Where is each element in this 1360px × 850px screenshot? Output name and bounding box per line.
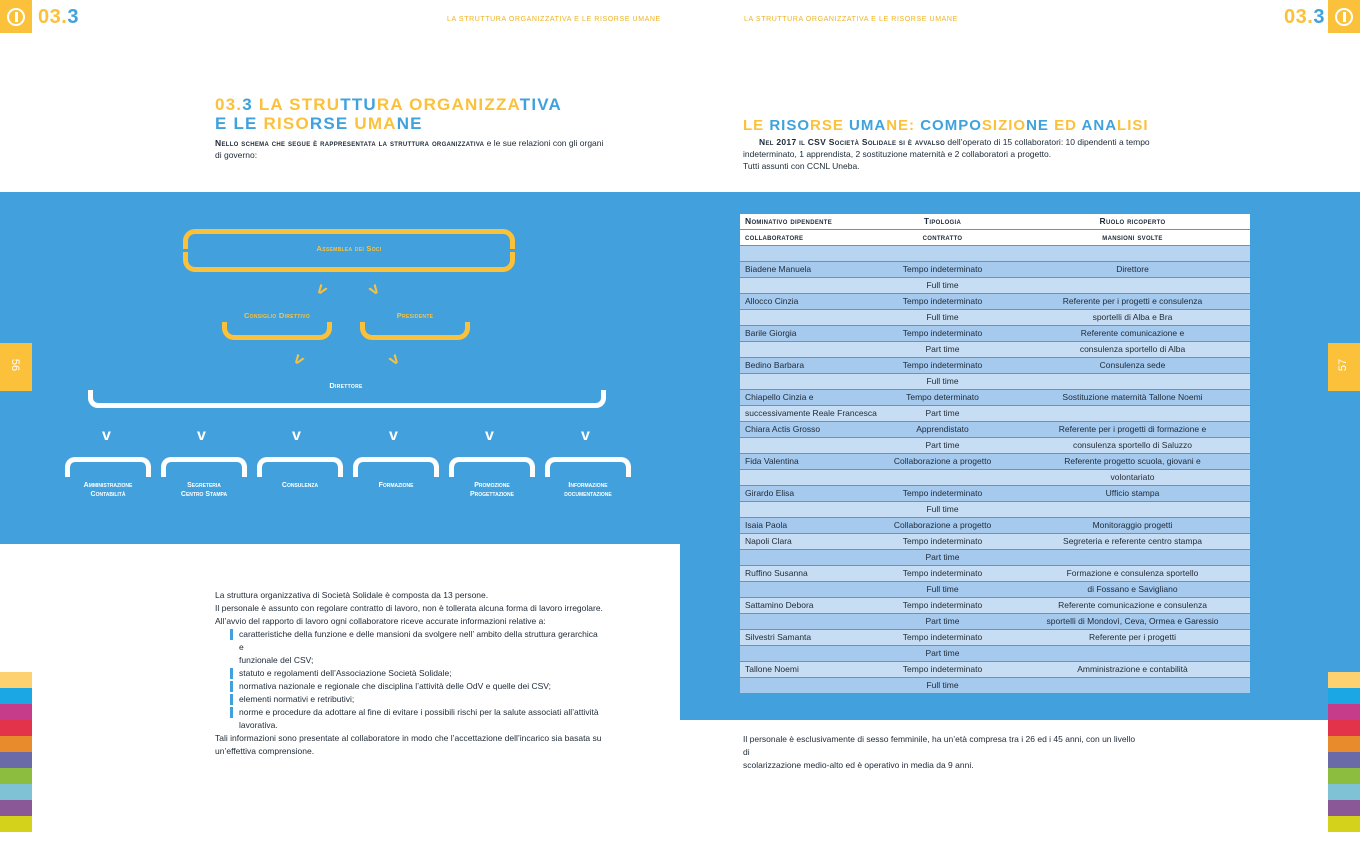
table-cell: Tempo indeterminato [902,536,983,546]
table-row [740,662,1250,678]
table-cell: Tempo indeterminato [902,632,983,642]
info-badge-left [0,0,32,33]
assembly-label: Assemblea dei Soci [316,244,382,253]
dept-bracket [65,457,151,477]
running-head-left: LA STRUTTURA ORGANIZZATIVA E LE RISORSE UMANE [447,16,661,23]
director-label: Direttore [329,381,363,390]
table-row [740,374,1250,390]
table-cell: sportelli di Alba e Bra [1092,312,1173,322]
table-cell: Full time [926,584,959,594]
table-cell: Napoli Clara [745,536,792,546]
table-row [740,406,1250,422]
table-row [740,326,1250,342]
table-row [740,278,1250,294]
table-cell: Fida Valentina [745,456,799,466]
table-cell: consulenza sportello di Alba [1079,344,1186,354]
chevron-down-icon: v [313,280,331,300]
table-cell: di Fossano e Savigliano [1087,584,1178,594]
table-cell: Girardo Elisa [745,488,795,498]
chevron-down-icon: v [102,427,111,444]
table-cell: Consulenza sede [1099,360,1166,370]
table-row [740,534,1250,550]
board-label: Consiglio Direttivo [243,311,311,320]
table-cell: Referente comunicazione e [1080,328,1185,338]
table-row [740,518,1250,534]
table-row [740,310,1250,326]
table-cell: Referente per i progetti [1089,632,1176,642]
table-row [740,294,1250,310]
table-cell: Full time [926,680,959,690]
dept-bracket [257,457,343,477]
table-cell: Collaborazione a progetto [893,520,992,530]
table-cell: Biadene Manuela [745,264,812,274]
table-cell: Chiapello Cinzia e [745,392,814,402]
dept-bracket [449,457,535,477]
closing-text-left: Tali informazioni sono presentate al collaboratore in modo che l’accettazione dell’incarico sia basata su un’effettiva comprensione. [215,733,602,756]
dept-informazione: Informazione documentazione [564,482,612,498]
staff-table [740,214,1250,694]
page-title-right: LE RISORSE UMANE: COMPOSIZIONE ED ANALISI [743,117,1149,134]
dept-formazione: Formazione [378,482,414,489]
table-cell: Part time [925,408,960,418]
table-cell: Sostituzione maternità Tallone Noemi [1062,392,1203,402]
table-cell: Tempo indeterminato [902,360,983,370]
table-cell: Collaborazione a progetto [893,456,992,466]
chevron-down-icon: v [292,427,301,444]
table-row [740,630,1250,646]
list-item: caratteristiche della funzione e delle mansioni da svolgere nell’ ambito della struttura gerarchica e funzionale del CSV; [230,628,600,667]
table-cell: Formazione e consulenza sportello [1066,568,1199,578]
list-item: norme e procedure da adottare al fine di evitare i possibili rischi per la salute associati all’attività lavorativa. [230,706,600,732]
table-cell: Amministrazione e contabilità [1077,664,1188,674]
table-cell: Tallone Noemi [745,664,799,674]
table-cell: Monitoraggio progetti [1092,520,1173,530]
intro-text-left: Nello schema che segue è rappresentata la struttura organizzativa e le sue relazioni con gli organi di governo: [215,138,604,160]
table-cell: Isaia Paola [745,520,788,530]
table-cell: successivamente Reale Francesca [745,408,877,418]
table-row [740,614,1250,630]
body-text-left: La struttura organizzativa di Società Solidale è composta da 13 persone. Il personale è assunto con regolare contratto di lavoro, non è tollerata alcuna forma di lavoro irregolare. All’avvio del rapporto di lavoro ogni collaboratore riceve accurate informazioni relative a: [215,590,603,626]
list-item: normativa nazionale e regionale che disciplina l’attività delle OdV e quelle dei CSV; [230,680,600,693]
chevron-down-icon: v [365,280,383,300]
president-label: Presidente [396,311,434,320]
section-number-left: 03.3 [38,6,79,28]
table-cell: Part time [925,648,960,658]
table-cell: Barile Giorgia [745,328,797,338]
table-cell: Tempo indeterminato [902,568,983,578]
table-row [740,342,1250,358]
table-cell: Ufficio stampa [1105,488,1160,498]
chevron-down-icon: v [197,427,206,444]
intro-text-right: Nel 2017 il CSV Società Solidale si è avvalso dell’operato di 15 collaboratori: 10 dipendenti a tempo indeterminato, 1 apprendista, 2 sostituzione maternità e 2 collaboratori a progetto. Tutti assunti con CCNL Uneba. [743,137,1150,171]
board-bracket [222,322,332,340]
table-row [740,470,1250,486]
table-row [740,550,1250,566]
dept-promozione: Promozione Progettazione [469,482,515,498]
table-cell: Full time [926,312,959,322]
table-cell: Tempo determinato [906,392,979,402]
director-bracket [88,390,606,408]
table-cell: Full time [926,280,959,290]
table-cell: Tempo indeterminato [902,296,983,306]
dept-segreteria: Segreteria Centro Stampa [180,482,228,498]
table-cell: Part time [925,552,960,562]
table-header-row: collaboratore contratto mansioni svolte [740,230,1250,246]
table-row [740,454,1250,470]
chevron-down-icon: v [581,427,590,444]
table-body [740,262,1250,694]
table-cell: Bedino Barbara [745,360,805,370]
table-cell: consulenza sportello di Saluzzo [1072,440,1193,450]
table-row [740,566,1250,582]
table-cell: Chiara Actis Grosso [745,424,821,434]
president-bracket [360,322,470,340]
table-cell: Referente comunicazione e consulenza [1058,600,1207,610]
table-spacer-row [740,246,1250,262]
table-cell: Part time [925,344,960,354]
info-badge-right [1328,0,1360,33]
table-row [740,422,1250,438]
table-cell: Referente progetto scuola, giovani e [1064,456,1201,466]
table-cell: Part time [925,616,960,626]
closing-text-right: Il personale è esclusivamente di sesso femminile, ha un’età compresa tra i 26 ed i 45 anni, con un livello di scolarizzazione medio-alto ed è operativo in media da 9 anni. [743,734,1136,770]
table-cell: Full time [926,376,959,386]
table-row [740,582,1250,598]
dept-bracket [353,457,439,477]
table-row [740,502,1250,518]
chevron-down-icon: v [385,350,403,370]
table-row [740,262,1250,278]
table-row [740,678,1250,694]
page-number-left: 56 [0,343,32,391]
running-head-right: LA STRUTTURA ORGANIZZATIVA E LE RISORSE UMANE [744,16,958,23]
table-cell: Apprendistato [916,424,969,434]
table-cell: volontariato [1110,472,1155,482]
dept-bracket [545,457,631,477]
dept-amministrazione: Amministrazione Contabilità [83,482,133,498]
table-row [740,358,1250,374]
bullet-list [230,628,600,732]
chevron-down-icon: v [389,427,398,444]
chevron-down-icon: v [290,350,308,370]
table-cell: Allocco Cinzia [745,296,799,306]
table-row [740,486,1250,502]
table-cell: Referente per i progetti e consulenza [1062,296,1203,306]
table-cell: Tempo indeterminato [902,488,983,498]
dept-bracket [161,457,247,477]
page-number-right: 57 [1328,343,1360,391]
list-item: statuto e regolamenti dell’Associazione Società Solidale; [230,667,600,680]
table-cell: Tempo indeterminato [902,664,983,674]
table-cell: Silvestri Samanta [745,632,812,642]
table-cell: Ruffino Susanna [745,568,808,578]
table-row [740,646,1250,662]
section-number-right: 03.3 [1284,6,1325,28]
table-cell: Tempo indeterminato [902,600,983,610]
table-cell: Segreteria e referente centro stampa [1063,536,1202,546]
page-title-left: 03.3 LA STRUTTURA ORGANIZZATIVA E LE RISORSE UMANE [215,95,563,133]
table-row [740,390,1250,406]
table-cell: sportelli di Mondovì, Ceva, Ormea e Garessio [1046,616,1219,626]
table-row [740,438,1250,454]
table-row [740,598,1250,614]
table-header-row: Nominativo dipendente Tipologia Ruolo ricoperto [740,214,1250,230]
list-item: elementi normativi e retributivi; [230,693,600,706]
dept-consulenza: Consulenza [281,482,319,489]
table-cell: Direttore [1116,264,1149,274]
table-cell: Full time [926,504,959,514]
table-cell: Referente per i progetti di formazione e [1058,424,1207,434]
chevron-down-icon: v [485,427,494,444]
table-cell: Tempo indeterminato [902,264,983,274]
assembly-bracket-bottom [183,252,515,272]
table-cell: Sattamino Debora [745,600,814,610]
table-cell: Part time [925,440,960,450]
table-cell: Tempo indeterminato [902,328,983,338]
